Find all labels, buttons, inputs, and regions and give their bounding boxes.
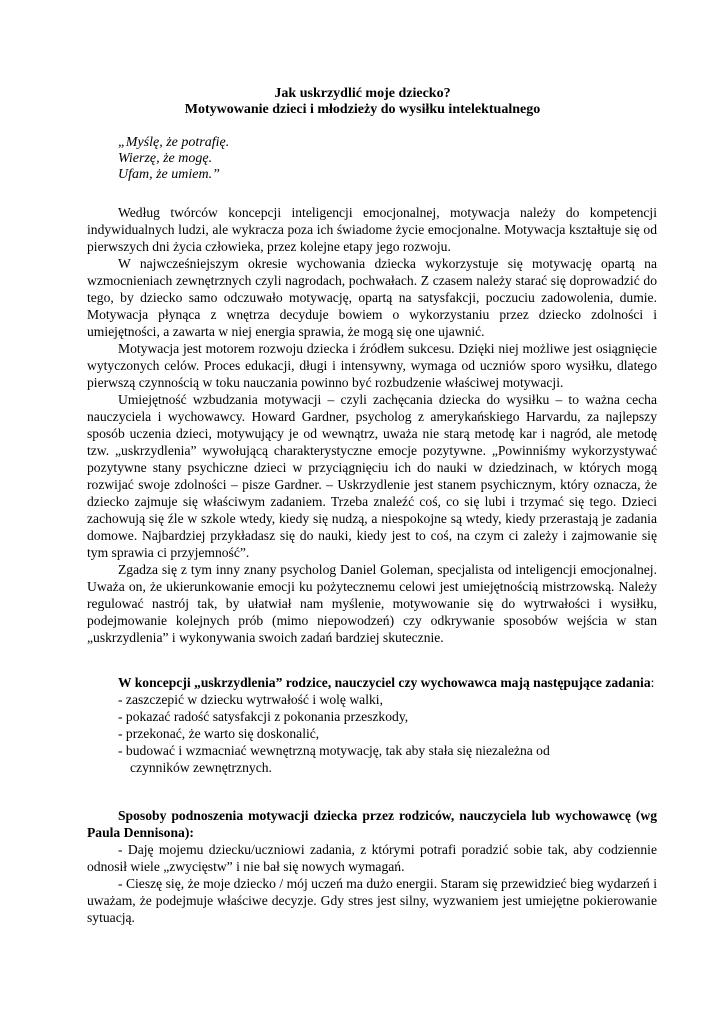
section-uskrzydlenie [87, 674, 657, 776]
task-list [87, 691, 657, 776]
list-item: - pokazać radość satysfakcji z pokonania przeszkody, [118, 709, 409, 724]
list-item: - Cieszę się, że moje dziecko / mój uczeń ma dużo energii. Staram się przewidzieć bieg wydarzeń i uważam, że podejmuje właściwe decyzje. Gdy stres jest silny, wyzwaniem jest umiejętne pokierowanie sytuacją. [87, 876, 657, 925]
paragraph: W najwcześniejszym okresie wychowania dziecka wykorzystuje się motywację opartą na wzmocnieniach zewnętrznych czyli nagrodach, pochwałach. Z czasem należy starać się doprowadzić do tego, by dziecko samo odczuwało motywację, opartą na satysfakcji, poczuciu zadowolenia, dumie. Motywacja płynąca z wnętrza decyduje bowiem o wykorzystaniu przez dziecko zdolności i umiejętności, a zawarta w niej energia sprawia, że mogą się one ujawnić. [87, 256, 657, 339]
paragraph: Według twórców koncepcji inteligencji emocjonalnej, motywacja należy do kompetencji indywidualnych ludzi, ale wykracza poza ich świadome życie emocjonalne. Motywacja kształtuje się od pierwszych dni życia człowieka, przez kolejne etapy jego rozwoju. [87, 205, 657, 254]
main-text [87, 204, 657, 646]
paragraph: Umiejętność wzbudzania motywacji – czyli zachęcania dziecka do wysiłku – to ważna cecha nauczyciela i wychowawcy. Howard Gardner, psycholog z amerykańskiego Harvardu, za najlepszy sposób uczenia dzieci, motywujący je od wewnątrz, uważa nie starą metodę kar i nagród, ale metodę tzw. „uskrzydlenia” wywołującą charakterystyczne emocje pozytywne. „Powinniśmy wykorzystywać pozytywne stany psychiczne dzieci w przyciągnięciu ich do nauki w dziedzinach, w których mogą rozwijać swoje zdolności – pisze Gardner. – Uskrzydlenie jest stanem psychicznym, który oznacza, że dziecko zajmuje się właściwym zadaniem. Trzeba znaleźć coś, co się lubi i trzymać się tego. Dzieci zachowują się źle w szkole wtedy, kiedy się nudzą, a niespokojne są wtedy, kiedy przerastają je zadania domowe. Najbardziej przykładasz się do nauki, kiedy jest to coś, na czym ci zależy i zajmowanie się tym sprawia ci przyjemność”. [87, 392, 657, 560]
motto-line: Wierzę, że mogę. [118, 151, 213, 166]
document-title: Jak uskrzydlić moje dziecko? [274, 86, 451, 101]
section-heading [87, 674, 657, 691]
section-dennison [87, 807, 657, 926]
motto-line: Ufam, że umiem.” [118, 167, 220, 182]
paragraph: Motywacja jest motorem rozwoju dziecka i źródłem sukcesu. Dzięki niej możliwe jest osiągnięcie wytyczonych celów. Proces edukacji, długi i intensywny, wymaga od uczniów sporo wysiłku, dlatego pierwszą czynnością w toku nauczania powinno być rozbudzenie właściwej motywacji. [87, 341, 657, 390]
motto-line: „Myślę, że potrafię. [118, 135, 230, 150]
document-subtitle: Motywowanie dzieci i młodzieży do wysiłku intelektualnego [184, 102, 541, 117]
paragraph: Zgadza się z tym inny znany psycholog Daniel Goleman, specjalista od inteligencji emocjonalnej. Uważa on, że ukierunkowanie emocji ku pożytecznemu celowi jest umiejętnością mistrzowską. Należy regulować nastrój tak, by ułatwiał nam myślenie, motywowanie się do wytrwałości i wysiłku, podejmowanie kolejnych prób (mimo niepowodzeń) czy odkrywanie sposobów wejścia w stan „uskrzydlenia” i wykonywania swoich zadań bardziej skutecznie. [87, 562, 657, 645]
list-item: - Daję mojemu dziecku/uczniowi zadania, z którymi potrafi poradzić sobie tak, aby codziennie odnosił wiele „zwycięstw” i nie bał się nowych wymagań. [87, 842, 657, 874]
list-item: - zaszczepić w dziecku wytrwałość i wolę walki, [118, 692, 383, 707]
motto-quote [118, 135, 229, 183]
section-heading: Sposoby podnoszenia motywacji dziecka przez rodziców, nauczyciela lub wychowawcę (wg Paula Dennisona): [87, 808, 657, 840]
list-item-continuation: czynników zewnętrznych. [130, 760, 272, 775]
section-heading-text: W koncepcji „uskrzydlenia” rodzice, nauczyciel czy wychowawca mają następujące zadania [118, 675, 651, 690]
section-heading-colon: : [650, 675, 655, 690]
list-item: - przekonać, że warto się doskonalić, [118, 726, 320, 741]
list-item: - budować i wzmacniać wewnętrzną motywację, tak aby stała się niezależna od [118, 743, 550, 758]
